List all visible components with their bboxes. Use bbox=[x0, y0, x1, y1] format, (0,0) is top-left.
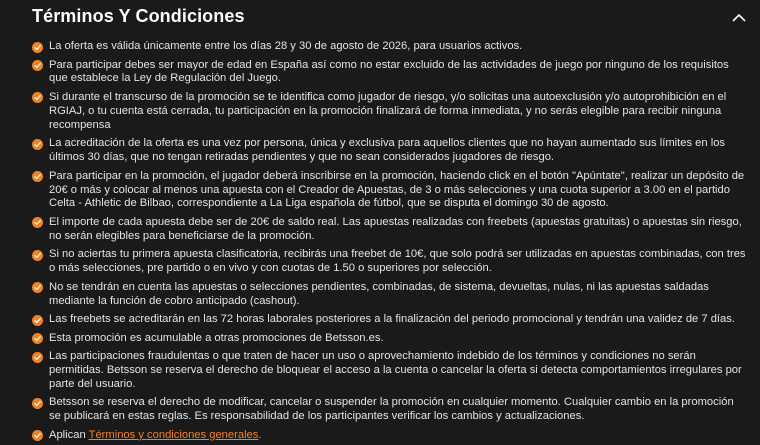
terms-item bbox=[32, 137, 748, 165]
terms-item bbox=[32, 40, 748, 54]
terms-item-text: Si durante el transcurso de la promoción se te identifica como jugador de riesgo, y/o solicitas una autoexclusión y/o autoprohibición en el RGIAJ, o tu cuenta está cerrada, tu participación en la promoción finalizará de forma inmediata, y no serás elegible para recibir ninguna recompensa bbox=[49, 90, 727, 131]
collapse-button[interactable] bbox=[728, 8, 750, 26]
terms-item-prefix: Aplican bbox=[49, 428, 89, 441]
terms-item-text: Las freebets se acreditarán en las 72 horas laborales posteriores a la finalización del periodo promocional y tendrán una validez de 7 días. bbox=[49, 313, 735, 326]
terms-item bbox=[32, 281, 748, 309]
check-circle-icon bbox=[32, 42, 43, 53]
terms-item-text: El importe de cada apuesta debe ser de 20€ de saldo real. Las apuestas realizadas con freebets (apuestas gratuitas) o apuestas sin riesgo, no serán elegibles para beneficiarse de la promoción. bbox=[49, 215, 742, 242]
check-circle-icon bbox=[32, 430, 43, 441]
check-circle-icon bbox=[32, 139, 43, 150]
terms-item-suffix: . bbox=[258, 428, 262, 441]
section-title: Términos Y Condiciones bbox=[32, 6, 245, 26]
terms-item-text: No se tendrán en cuenta las apuestas o selecciones pendientes, combinadas, de sistema, devueltas, nulas, ni las apuestas saldadas mediante la función de cobro anticipado (cashout). bbox=[49, 280, 709, 307]
terms-item bbox=[32, 248, 748, 276]
terms-item-text: La acreditación de la oferta es una vez por persona, única y exclusiva para aquellos clientes que no hayan aumentado sus límites en los últimos 30 días, que no tengan retiradas pendientes y que no sean considerados jugadores de riesgo. bbox=[49, 137, 726, 164]
terms-item-text: Esta promoción es acumulable a otras promociones de Betsson.es. bbox=[49, 331, 384, 344]
terms-item-text: La oferta es válida únicamente entre los días 28 y 30 de agosto de 2026, para usuarios activos. bbox=[49, 40, 523, 52]
terms-item bbox=[32, 216, 748, 244]
check-circle-icon bbox=[32, 398, 43, 409]
check-circle-icon bbox=[32, 60, 43, 71]
check-circle-icon bbox=[32, 315, 43, 326]
check-circle-icon bbox=[32, 250, 43, 261]
check-circle-icon bbox=[32, 171, 43, 182]
terms-item bbox=[32, 59, 748, 87]
terms-item bbox=[32, 350, 748, 392]
terms-item-general bbox=[32, 429, 748, 443]
terms-item-text: Las participaciones fraudulentas o que traten de hacer un uso o aprovechamiento indebido de los términos y condiciones no serán permitidas. Betsson se reserva el derecho de bloquear el acceso a la cuenta o cancelar la oferta si detecta comportamientos irregulares por parte del usuario. bbox=[49, 350, 742, 390]
terms-list bbox=[32, 40, 748, 445]
terms-item-text: Betsson se reserva el derecho de modificar, cancelar o suspender la promoción en cualquier momento. Cualquier cambio en la promoción se publicará en estas reglas. Es responsabilidad de los participantes verificar los cambios y actualizaciones. bbox=[49, 396, 734, 423]
terms-item-text: Si no aciertas tu primera apuesta clasificatoria, recibirás una freebet de 10€, que solo podrá ser utilizadas en apuestas combinadas, con tres o más selecciones, pre partido o en vivo y con cuotas de 1.50 o superiores por selección. bbox=[49, 248, 746, 275]
check-circle-icon bbox=[32, 92, 43, 103]
check-circle-icon bbox=[32, 352, 43, 363]
terms-item bbox=[32, 91, 748, 133]
terms-item-text: Para participar en la promoción, el jugador deberá inscribirse en la promoción, haciendo click en el botón "Apúntate", realizar un depósito de 20€ o más y colocar al menos una apuesta con el Creador de Apuestas, de 3 o más selecciones y una cuota superior a 3.00 en el partido Celta - Athletic de Bilbao, correspondiente a La Liga española de fútbol, que se disputa el domingo 30 de agosto. bbox=[49, 169, 745, 210]
check-circle-icon bbox=[32, 282, 43, 293]
chevron-up-icon bbox=[732, 13, 746, 22]
general-terms-link[interactable]: Términos y condiciones generales bbox=[88, 428, 259, 441]
terms-header[interactable] bbox=[32, 0, 760, 36]
terms-item bbox=[32, 332, 748, 346]
terms-item bbox=[32, 170, 748, 212]
check-circle-icon bbox=[32, 217, 43, 228]
check-circle-icon bbox=[32, 333, 43, 344]
terms-item bbox=[32, 396, 748, 424]
terms-item-text: Para participar debes ser mayor de edad en España así como no estar excluido de las actividades de juego por ninguno de los requisitos que establece la Ley de Regulación del Juego. bbox=[49, 58, 729, 85]
terms-item bbox=[32, 313, 748, 327]
